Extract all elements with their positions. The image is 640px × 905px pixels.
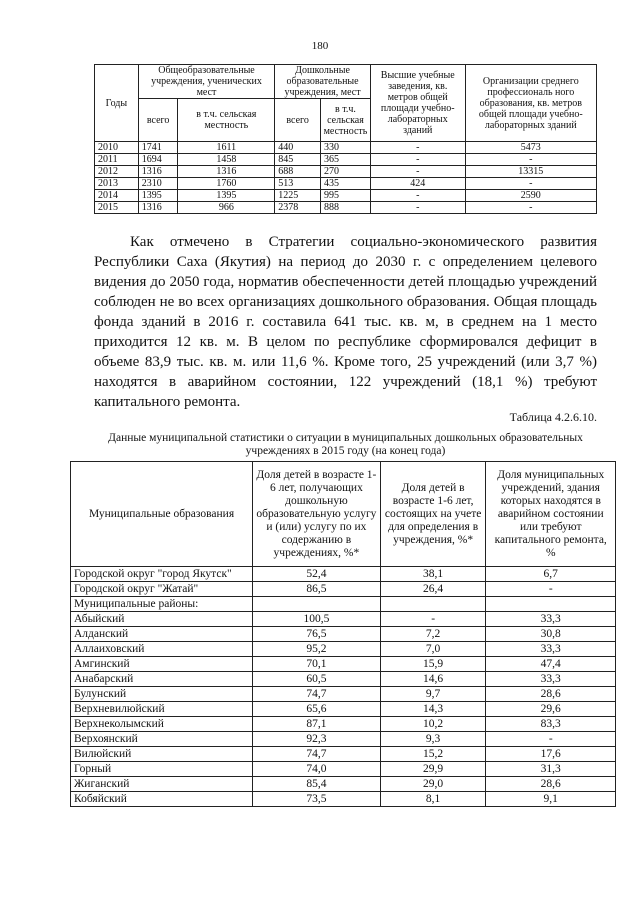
table-cell-value: 17,6 bbox=[486, 747, 616, 762]
table-cell-value: 6,7 bbox=[486, 567, 616, 582]
header-higher-education: Высшие учебные заведения, кв. метров общей площади учебно-лабораторных зданий bbox=[370, 65, 465, 142]
header-preschool: Дошкольные образовательные учреждения, мест bbox=[275, 65, 371, 99]
table-cell-value: 14,6 bbox=[380, 672, 486, 687]
table-row bbox=[95, 154, 597, 166]
table-cell-higher: - bbox=[370, 202, 465, 214]
table-cell-value: 65,6 bbox=[253, 702, 381, 717]
table-cell-value: - bbox=[380, 612, 486, 627]
municipality-name: Верхнеколымский bbox=[71, 717, 253, 732]
municipality-name: Кобяйский bbox=[71, 792, 253, 807]
table-row bbox=[71, 732, 616, 747]
table-cell-pre-total: 440 bbox=[275, 142, 321, 154]
table-cell-value: 7,2 bbox=[380, 627, 486, 642]
table-row bbox=[95, 190, 597, 202]
table-row bbox=[71, 582, 616, 597]
header-general-rural: в т.ч. сельская местность bbox=[178, 99, 275, 142]
table-cell-value: 60,5 bbox=[253, 672, 381, 687]
table-cell-higher: 424 bbox=[370, 178, 465, 190]
table-cell-value: 29,6 bbox=[486, 702, 616, 717]
table-cell-gen-rural: 1458 bbox=[178, 154, 275, 166]
header-years: Годы bbox=[95, 65, 139, 142]
table-row bbox=[71, 687, 616, 702]
municipality-name: Муниципальные районы: bbox=[71, 597, 253, 612]
municipality-name: Абыйский bbox=[71, 612, 253, 627]
table-cell-pre-rural: 330 bbox=[321, 142, 371, 154]
table-cell-gen-rural: 1760 bbox=[178, 178, 275, 190]
table-row bbox=[71, 612, 616, 627]
header-share-waiting: Доля детей в возрасте 1-6 лет, состоящих на учете для определения в учреждения, %* bbox=[380, 462, 486, 567]
header-municipality: Муниципальные образования bbox=[71, 462, 253, 567]
table-cell-value: 14,3 bbox=[380, 702, 486, 717]
body-paragraph-text: Как отмечено в Стратегии социально-экономического развития Республики Саха (Якутия) на период до 2030 г. с определением целевого видения до 2050 года, норматив обеспеченности детей площадью учреждений соблюден не во всех организациях дошкольного образования. Общая площадь фонда зданий в 2016 г. составила 641 тыс. кв. м, в среднем на 1 место приходится 12 кв. м. В целом по республике сформировался дефицит в объеме 83,9 тыс. кв. м. или 11,6 %. Кроме того, 25 учреждений (или 3,7 %) находятся в аварийном состоянии, 122 учреждений (18,1 %) требуют капитального ремонта. bbox=[94, 234, 597, 410]
table-cell-value: 15,9 bbox=[380, 657, 486, 672]
table-cell-higher: - bbox=[370, 142, 465, 154]
table-row bbox=[71, 777, 616, 792]
table-cell-gen-rural: 1611 bbox=[178, 142, 275, 154]
table-cell-value: 31,3 bbox=[486, 762, 616, 777]
municipality-name: Аллаиховский bbox=[71, 642, 253, 657]
table-cell-value: 28,6 bbox=[486, 687, 616, 702]
municipality-name: Амгинский bbox=[71, 657, 253, 672]
table-cell-year: 2012 bbox=[95, 166, 139, 178]
municipality-name: Жиганский bbox=[71, 777, 253, 792]
table-cell-value: 38,1 bbox=[380, 567, 486, 582]
table-row bbox=[95, 142, 597, 154]
table-cell-voc: 5473 bbox=[465, 142, 596, 154]
header-share-emergency: Доля муниципальных учреждений, здания которых находятся в аварийном состоянии или требуют капитального ремонта, % bbox=[486, 462, 616, 567]
table-cell-year: 2013 bbox=[95, 178, 139, 190]
table-row bbox=[71, 747, 616, 762]
table-cell-voc: - bbox=[465, 178, 596, 190]
table-cell-value: 29,9 bbox=[380, 762, 486, 777]
table-cell-value: 9,3 bbox=[380, 732, 486, 747]
table-row bbox=[71, 642, 616, 657]
table-cell-gen-total: 1395 bbox=[138, 190, 178, 202]
table-cell-value: 8,1 bbox=[380, 792, 486, 807]
table-cell-voc: - bbox=[465, 202, 596, 214]
table-cell-value: 47,4 bbox=[486, 657, 616, 672]
table-cell-gen-total: 1316 bbox=[138, 166, 178, 178]
page-number: 180 bbox=[311, 40, 329, 52]
table-cell-pre-total: 2378 bbox=[275, 202, 321, 214]
table-cell-year: 2014 bbox=[95, 190, 139, 202]
table-row bbox=[71, 657, 616, 672]
table-cell-value bbox=[486, 597, 616, 612]
table-cell-value: 100,5 bbox=[253, 612, 381, 627]
table-cell-pre-total: 513 bbox=[275, 178, 321, 190]
table-cell-pre-rural: 888 bbox=[321, 202, 371, 214]
table-cell-value: 33,3 bbox=[486, 642, 616, 657]
table-cell-pre-rural: 995 bbox=[321, 190, 371, 202]
table-cell-voc: - bbox=[465, 154, 596, 166]
education-capacity-table bbox=[94, 64, 597, 214]
table-row bbox=[71, 627, 616, 642]
table-cell-value: 74,0 bbox=[253, 762, 381, 777]
table-caption: Данные муниципальной статистики о ситуации в муниципальных дошкольных образовательных учреждениях в 2015 году (на конец года) bbox=[108, 432, 583, 457]
municipality-name: Верхневилюйский bbox=[71, 702, 253, 717]
table-cell-value: - bbox=[486, 582, 616, 597]
table-cell-value bbox=[380, 597, 486, 612]
table-cell-value: 87,1 bbox=[253, 717, 381, 732]
table-cell-value: - bbox=[486, 732, 616, 747]
table-cell-year: 2011 bbox=[95, 154, 139, 166]
table-row bbox=[71, 702, 616, 717]
table-cell-value: 85,4 bbox=[253, 777, 381, 792]
table-cell-value: 9,1 bbox=[486, 792, 616, 807]
table-row bbox=[71, 717, 616, 732]
table-row bbox=[71, 567, 616, 582]
table-cell-pre-total: 1225 bbox=[275, 190, 321, 202]
table-cell-gen-rural: 1316 bbox=[178, 166, 275, 178]
table-cell-pre-total: 688 bbox=[275, 166, 321, 178]
table-cell-gen-rural: 1395 bbox=[178, 190, 275, 202]
table-cell-value: 83,3 bbox=[486, 717, 616, 732]
header-preschool-total: всего bbox=[275, 99, 321, 142]
table-cell-value: 29,0 bbox=[380, 777, 486, 792]
table-cell-value: 95,2 bbox=[253, 642, 381, 657]
table-cell-gen-total: 1316 bbox=[138, 202, 178, 214]
table-cell-higher: - bbox=[370, 166, 465, 178]
table-cell-pre-total: 845 bbox=[275, 154, 321, 166]
table-cell-value: 74,7 bbox=[253, 747, 381, 762]
municipality-name: Булунский bbox=[71, 687, 253, 702]
table-label: Таблица 4.2.6.10. bbox=[509, 410, 597, 424]
table-cell-value: 15,2 bbox=[380, 747, 486, 762]
table-cell-value bbox=[253, 597, 381, 612]
table-cell-gen-total: 1694 bbox=[138, 154, 178, 166]
header-general-education: Общеобразовательные учреждения, ученических мест bbox=[138, 65, 274, 99]
table-cell-value: 76,5 bbox=[253, 627, 381, 642]
table-cell-higher: - bbox=[370, 190, 465, 202]
table-cell-value: 9,7 bbox=[380, 687, 486, 702]
table-row bbox=[71, 762, 616, 777]
table-cell-gen-total: 1741 bbox=[138, 142, 178, 154]
table-cell-value: 33,3 bbox=[486, 672, 616, 687]
municipality-name: Горный bbox=[71, 762, 253, 777]
table-row bbox=[95, 178, 597, 190]
header-share-children: Доля детей в возрасте 1-6 лет, получающих дошкольную образовательную услугу и (или) услугу по их содержанию в учреждениях, %* bbox=[253, 462, 381, 567]
preschool-statistics-table bbox=[70, 461, 616, 807]
header-preschool-rural: в т.ч. сельская местность bbox=[321, 99, 371, 142]
table-row bbox=[71, 792, 616, 807]
table-row bbox=[95, 166, 597, 178]
table-cell-value: 26,4 bbox=[380, 582, 486, 597]
table-cell-gen-rural: 966 bbox=[178, 202, 275, 214]
table-row bbox=[95, 202, 597, 214]
table-row bbox=[71, 672, 616, 687]
municipality-name: Городской округ "город Якутск" bbox=[71, 567, 253, 582]
table-cell-pre-rural: 435 bbox=[321, 178, 371, 190]
table-row bbox=[71, 597, 616, 612]
table-cell-value: 73,5 bbox=[253, 792, 381, 807]
municipality-name: Городской округ "Жатай" bbox=[71, 582, 253, 597]
table-cell-pre-rural: 270 bbox=[321, 166, 371, 178]
table-cell-value: 92,3 bbox=[253, 732, 381, 747]
table-cell-value: 70,1 bbox=[253, 657, 381, 672]
header-general-total: всего bbox=[138, 99, 178, 142]
table-cell-value: 30,8 bbox=[486, 627, 616, 642]
body-paragraph bbox=[94, 232, 597, 412]
table-cell-year: 2010 bbox=[95, 142, 139, 154]
header-vocational: Организации среднего профессиональ ного образования, кв. метров общей площади учебно-лабораторных зданий bbox=[465, 65, 596, 142]
table-cell-year: 2015 bbox=[95, 202, 139, 214]
municipality-name: Анабарский bbox=[71, 672, 253, 687]
table-cell-value: 7,0 bbox=[380, 642, 486, 657]
table-cell-value: 10,2 bbox=[380, 717, 486, 732]
municipality-name: Верхоянский bbox=[71, 732, 253, 747]
table-cell-value: 33,3 bbox=[486, 612, 616, 627]
table-cell-gen-total: 2310 bbox=[138, 178, 178, 190]
table-cell-value: 52,4 bbox=[253, 567, 381, 582]
table-cell-pre-rural: 365 bbox=[321, 154, 371, 166]
municipality-name: Вилюйский bbox=[71, 747, 253, 762]
table-cell-higher: - bbox=[370, 154, 465, 166]
table-cell-voc: 2590 bbox=[465, 190, 596, 202]
table-cell-value: 28,6 bbox=[486, 777, 616, 792]
table-cell-voc: 13315 bbox=[465, 166, 596, 178]
table-cell-value: 74,7 bbox=[253, 687, 381, 702]
table-cell-value: 86,5 bbox=[253, 582, 381, 597]
municipality-name: Алданский bbox=[71, 627, 253, 642]
